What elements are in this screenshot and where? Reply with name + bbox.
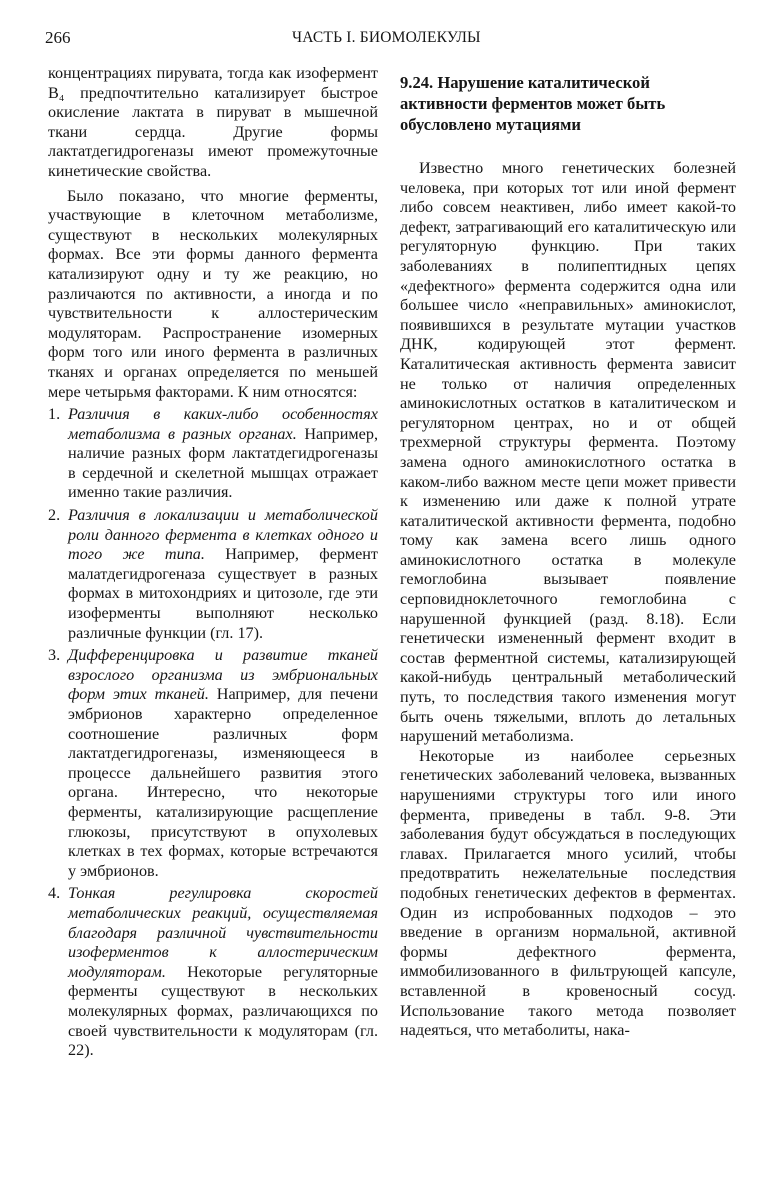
list-item-italic-text: Тонкая регулировка скоростей метаболических реакций, осуществляемая благодаря различной чувствительности изоферментов к аллостерическим модуляторам.	[68, 884, 378, 981]
list-item-number: 4.	[48, 884, 61, 903]
paragraph: Некоторые из наиболее серьезных генетических заболеваний человека, вызванных нарушениями структуры того или иного фермента, приведены в табл. 9-8. Эти заболевания будут обсуждаться в последующих главах. Прилагается много усилий, чтобы предотвратить нежелательные последствия подобных генетических дефектов в ферментах. Один из испробованных подходов – это введение в организм нормальной, активной формы дефектного фермента, иммобилизованного в фильтрующей капсуле, вставленной в кровеносный сосуд. Использование такого метода позволяет надеяться, что метаболиты, нака-	[400, 746, 736, 1040]
list-item-text: Например, для печени эмбрионов характерно определенное соотношение различных форм лактатдегидрогеназы, изменяющееся в процессе дальнейшего развития этого органа. Интересно, что некоторые ферменты, катализирующие расщепление глюкозы, присутствуют в опухолевых клетках в тех формах, которые встречаются у эмбрионов.	[68, 685, 378, 880]
list-item	[48, 884, 378, 1060]
list-item	[48, 646, 378, 881]
list-item-italic-text: Различия в локализации и метаболической роли данного фермента в клетках одного и того же типа.	[68, 506, 378, 564]
left-column	[48, 64, 378, 1061]
list-item-text: Например, фермент малатдегидрогеназа существует в разных формах в митохондриях и цитозоле, где эти изоферменты выполняют несколько различные функции (гл. 17).	[68, 545, 378, 642]
paragraph: Известно много генетических болезней человека, при которых тот или иной фермент либо совсем неактивен, либо имеет какой-то дефект, затрагивающий его каталитическую или регуляторную функцию. При таких заболеваниях в полипептидных цепях «дефектного» фермента содержится одна или большее число «неправильных» аминокислот, появившихся в результате мутации участков ДНК, кодирующей этот фермент. Каталитическая активность фермента зависит не только от наличия определенных аминокислотных остатков в каталитическом и регуляторном центрах, но и от общей трехмерной структуры фермента. Поэтому замена одного аминокислотного остатка в каком-либо важном месте цепи может привести к изменению или даже к полной утрате каталитической активности фермента, подобно тому как замена всего лишь одного аминокислотного остатка в молекуле гемоглобина вызывает появление серповидноклеточного гемоглобина с нарушенной функцией (разд. 8.18). Если генетически измененный фермент входит в состав ферментной системы, катализирующей какой-нибудь центральный метаболический путь, то последствия такого изменения могут быть очень тяжелыми, вплоть до летальных нарушений метаболизма.	[400, 159, 736, 746]
list-item-text: Некоторые регуляторные ферменты существуют в нескольких молекулярных формах, различающихся по своей чувствительности к модуляторам (гл. 22).	[68, 962, 378, 1060]
paragraph: концентрациях пирувата, тогда как изофермент B₄ предпочтительно катализирует быстрое окисление лактата в пируват в мышечной ткани сердца. Другие формы лактатдегидрогеназы имеют промежуточные кинетические свойства.	[48, 64, 378, 180]
factors-list	[48, 405, 378, 1061]
list-item-italic-text: Различия в каких-либо особенностях метаболизма в разных органах.	[68, 405, 378, 443]
section-heading: 9.24. Нарушение каталитической активности ферментов может быть обусловлено мутациями	[400, 73, 666, 134]
list-item	[48, 405, 378, 503]
page-number: 266	[45, 28, 71, 47]
list-item	[48, 506, 378, 643]
list-item-italic-text: Дифференцировка и развитие тканей взрослого организма из эмбриональных форм этих тканей.	[68, 646, 378, 704]
list-item-text: Например, наличие разных форм лактатдегидрогеназы в сердечной и скелетной мышцах отражает именно такие различия.	[68, 424, 378, 502]
paragraph: Было показано, что многие ферменты, участвующие в клеточном метаболизме, существуют в нескольких молекулярных формах. Все эти формы данного фермента катализируют одну и ту же реакцию, но различаются по активности, а иногда и по чувствительности к аллостерическим модуляторам. Распространение изомерных форм того или иного фермента в различных тканях и органах определяется по меньшей мере четырьмя факторами. К ним относятся:	[48, 186, 378, 401]
running-head: ЧАСТЬ I. БИОМОЛЕКУЛЫ	[292, 29, 481, 46]
list-item-number: 1.	[48, 405, 61, 424]
list-item-number: 2.	[48, 506, 61, 525]
right-column	[400, 64, 736, 1041]
list-item-number: 3.	[48, 646, 61, 665]
